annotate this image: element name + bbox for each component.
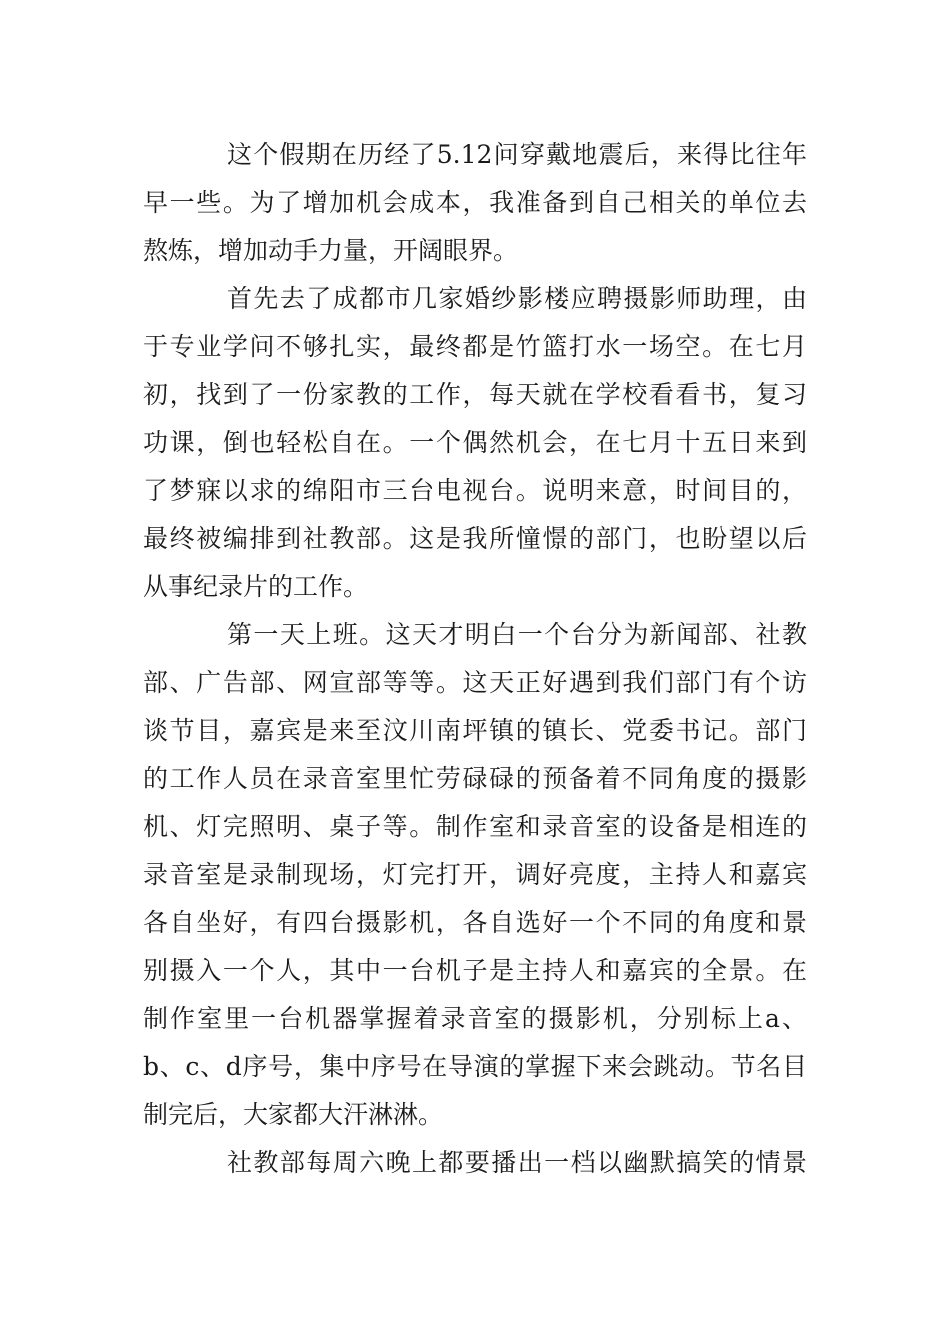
text-line: 第一天上班。这天才明白一个台分为新闻部、社教 bbox=[227, 620, 807, 649]
paragraph-1 bbox=[143, 131, 807, 275]
text-line: 首先去了成都市几家婚纱影楼应聘摄影师助理，由 bbox=[227, 284, 807, 313]
paragraph-4 bbox=[143, 1139, 807, 1187]
text-line: 功课，倒也轻松自在。一个偶然机会，在七月十五日来到 bbox=[143, 428, 807, 457]
text-line: 这个假期在历经了5.12问穿戴地震后，来得比往年 bbox=[227, 140, 807, 169]
text-line: 于专业学问不够扎实，最终都是竹篮打水一场空。在七月 bbox=[143, 332, 807, 361]
text-line: 的工作人员在录音室里忙劳碌碌的预备着不同角度的摄影 bbox=[143, 764, 807, 793]
document-body bbox=[143, 131, 807, 1187]
text-line: 别摄入一个人，其中一台机子是主持人和嘉宾的全景。在 bbox=[143, 956, 807, 985]
text-line: 从事纪录片的工作。 bbox=[143, 572, 369, 601]
text-line: 录音室是录制现场，灯完打开，调好亮度，主持人和嘉宾 bbox=[143, 860, 807, 889]
text-line: 社教部每周六晚上都要播出一档以幽默搞笑的情景 bbox=[227, 1148, 807, 1177]
text-line: 了梦寐以求的绵阳市三台电视台。说明来意，时间目的， bbox=[143, 476, 807, 505]
paragraph-2 bbox=[143, 275, 807, 611]
text-line: 最终被编排到社教部。这是我所憧憬的部门，也盼望以后 bbox=[143, 524, 807, 553]
paragraph-3 bbox=[143, 611, 807, 1139]
text-line: 部、广告部、网宣部等等。这天正好遇到我们部门有个访 bbox=[143, 668, 807, 697]
text-line: b、c、d序号，集中序号在导演的掌握下来会跳动。节名目 bbox=[143, 1052, 807, 1081]
text-line: 制完后，大家都大汗淋淋。 bbox=[143, 1100, 444, 1129]
text-line: 初，找到了一份家教的工作，每天就在学校看看书，复习 bbox=[143, 380, 807, 409]
text-line: 熬炼，增加动手力量，开阔眼界。 bbox=[143, 236, 519, 265]
text-line: 早一些。为了增加机会成本，我准备到自己相关的单位去 bbox=[143, 188, 807, 217]
text-line: 机、灯完照明、桌子等。制作室和录音室的设备是相连的 bbox=[143, 812, 807, 841]
text-line: 各自坐好，有四台摄影机，各自选好一个不同的角度和景 bbox=[143, 908, 807, 937]
text-line: 谈节目，嘉宾是来至汶川南坪镇的镇长、党委书记。部门 bbox=[143, 716, 807, 745]
text-line: 制作室里一台机器掌握着录音室的摄影机，分别标上a、 bbox=[143, 1004, 807, 1033]
